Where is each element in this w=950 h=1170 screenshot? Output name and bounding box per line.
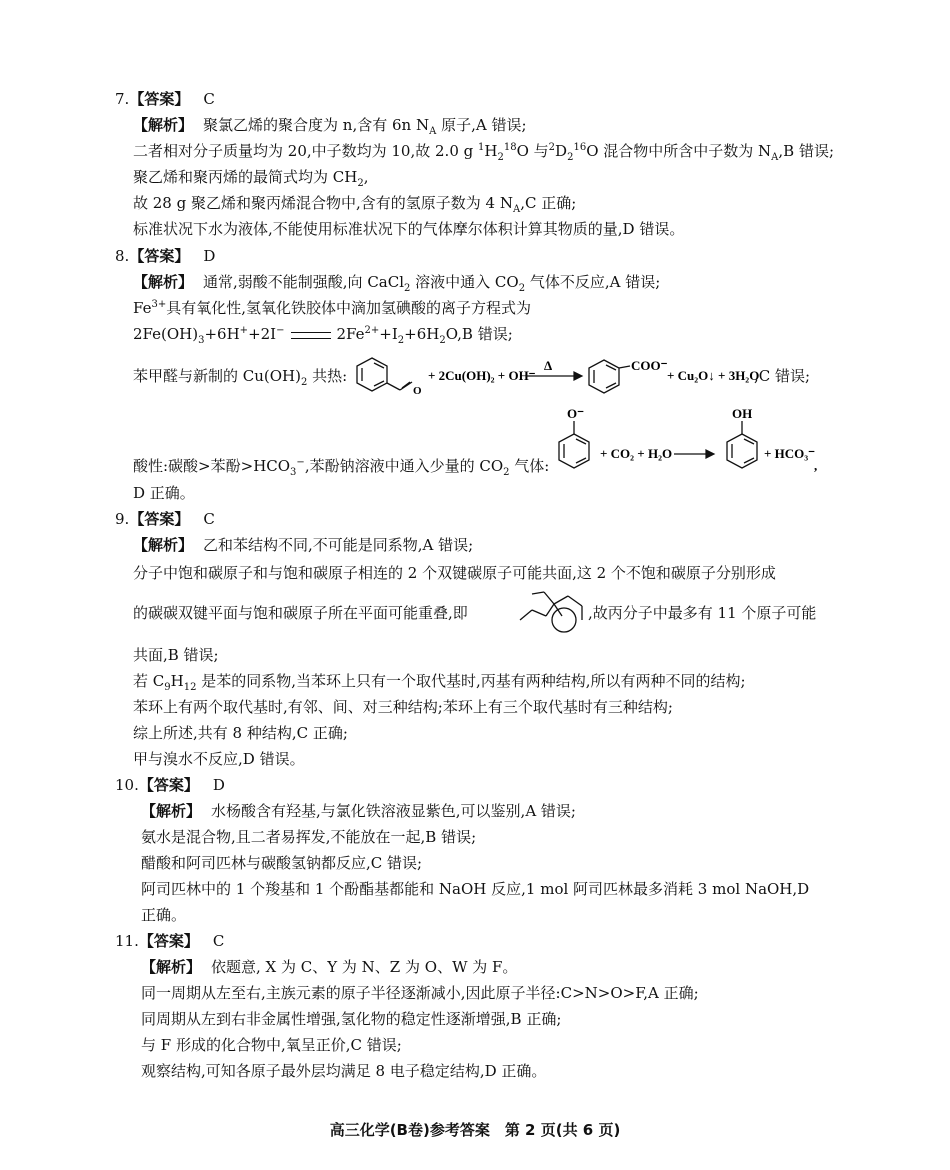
phenoxide-reagents: + CO₂ + H₂O <box>600 446 673 461</box>
q8-text-1: 通常,弱酸不能制强酸,向 CaCl <box>203 273 405 291</box>
q7-text-3-end: , <box>363 168 369 186</box>
q8-text-3b: +6H <box>204 325 240 343</box>
q8-analysis-line-5: 酸性:碳酸>苯酚$>HCO_3^-$,苯酚钠溶液中通入少量的 $CO_2$ 气体: <box>133 457 550 478</box>
q8-text-2: 具有氧化性,氢氧化铁胶体中滴加氢碘酸的离子方程式为 <box>166 299 531 317</box>
q8-header <box>115 246 215 266</box>
q7-analysis-line-3: 聚乙烯和聚丙烯的最简式均为 $CH_2$, <box>133 168 369 189</box>
q7-text-2f: ,B 错误; <box>778 142 835 160</box>
benzaldehyde-structure <box>357 358 412 391</box>
q10-analysis-line-4: 阿司匹林中的 1 个羧基和 1 个酚酯基都能和 NaOH 反应,1 mol 阿司匹林最多消耗 3 mol NaOH,D <box>141 880 810 898</box>
q10-text-1: 水杨酸含有羟基,与氯化铁溶液显紫色,可以鉴别,A 错误; <box>211 802 576 820</box>
q9-text-5b: H <box>170 672 184 690</box>
q11-analysis-tag: 【解析】 <box>141 958 202 976</box>
phenoxide-reaction-scheme <box>556 404 826 482</box>
q10-number: 10. <box>115 776 139 794</box>
q10-analysis-line-1 <box>141 801 576 821</box>
q8-text-3g: O,B 错误; <box>445 325 513 343</box>
q10-header <box>115 775 225 795</box>
q7-answer-tag: 【答案】 <box>129 90 190 108</box>
q10-answer: D <box>212 776 225 794</box>
q8-text-3e: +I <box>379 325 398 343</box>
q11-answer-tag: 【答案】 <box>138 932 199 950</box>
q7-analysis-line-4: 故 28 g 聚乙烯和聚丙烯混合物中,含有的氢原子数为 4 $N_A,C$ 正确; <box>133 194 577 215</box>
q7-text-2a: 二者相对分子质量均为 20,中子数均为 10,故 2.0 g <box>133 142 479 160</box>
q8-text-3a: 2Fe(OH) <box>133 325 199 343</box>
q8-number: 8. <box>115 247 130 265</box>
q8-answer-tag: 【答案】 <box>129 247 190 265</box>
q9-answer: C <box>203 510 215 528</box>
phenol-products: + HCO₃⁻ <box>764 446 816 461</box>
q9-analysis-line-3b: ,故丙分子中最多有 11 个原子可能 <box>588 604 817 622</box>
q11-analysis-line-1 <box>141 957 517 977</box>
q7-text-4: 故 28 g 聚乙烯和聚丙烯混合物中,含有的氢原子数为 4 N <box>133 194 513 212</box>
q7-text-2e: O 混合物中所含中子数为 N <box>586 142 772 160</box>
q9-header <box>115 509 215 529</box>
q11-analysis-line-3: 同周期从左到右非金属性增强,氢化物的稳定性逐渐增强,B 正确; <box>141 1010 562 1028</box>
q10-analysis-tag: 【解析】 <box>141 802 202 820</box>
q10-answer-tag: 【答案】 <box>138 776 199 794</box>
q9-analysis-line-5: 若 $C_9H_{12}$ 是苯的同系物,当苯环上只有一个取代基时,丙基有两种结构,所以有两种不同的结构; <box>133 672 746 693</box>
q11-analysis-line-4: 与 F 形成的化合物中,氧呈正价,C 错误; <box>141 1036 402 1054</box>
q11-analysis-line-2: 同一周期从左至右,主族元素的原子半径逐渐减小,因此原子半径:C>N>O>F,A 正确; <box>141 984 699 1002</box>
benzaldehyde-products: + Cu₂O↓ + 3H₂O <box>667 368 760 383</box>
q9-analysis-line-2: 分子中饱和碳原子和与饱和碳原子相连的 2 个双键碳原子可能共面,这 2 个不饱和碳原子分别形成 <box>133 564 776 582</box>
page-footer: 高三化学(B卷)参考答案 第 2 页(共 6 页) <box>329 1121 621 1139</box>
heat-symbol: Δ <box>544 358 553 373</box>
q8-text-3c: +2I <box>248 325 277 343</box>
q7-text-4-end: ,C 正确; <box>520 194 577 212</box>
reaction-arrow-2 <box>674 450 714 458</box>
q9-text-5a: 若 C <box>133 672 165 690</box>
q8-analysis-line-6: D 正确。 <box>133 484 195 502</box>
q8-text-1c: 气体不反应,A 错误; <box>525 273 661 291</box>
benzoate-structure <box>589 360 630 393</box>
q8-text-1b: 溶液中通入 CO <box>410 273 519 291</box>
benzaldehyde-reagents: + 2Cu(OH)₂ + OH⁻ <box>428 368 536 383</box>
q9-analysis-line-1 <box>133 535 473 555</box>
q7-sub-1: A <box>429 126 437 137</box>
q8-analysis-tag: 【解析】 <box>133 273 194 291</box>
q7-answer: C <box>203 90 215 108</box>
q7-text-5: 标准状况下水为液体,不能使用标准状况下的气体摩尔体积计算其物质的量,D 错误。 <box>133 220 685 238</box>
q7-text-1-end: 原子,A 错误; <box>436 116 527 134</box>
q7-analysis-tag: 【解析】 <box>133 116 194 134</box>
q8-text-5c: 气体: <box>509 457 550 475</box>
phenol-end: , <box>814 458 818 473</box>
q7-text-3: 聚乙烯和聚丙烯的最简式均为 CH <box>133 168 358 186</box>
phenoxide-structure <box>559 421 589 468</box>
q11-number: 11. <box>115 932 139 950</box>
q8-analysis-line-2: $Fe^{3+}$具有氧化性,氢氧化铁胶体中滴加氢碘酸的离子方程式为 <box>133 299 531 317</box>
q7-analysis-line-5 <box>133 219 684 239</box>
q11-header <box>115 931 224 951</box>
q8-text-3f: +6H <box>404 325 440 343</box>
q7-text-2c: O 与 <box>516 142 549 160</box>
q8-text-5a: 酸性:碳酸>苯酚>HCO <box>133 457 291 475</box>
q7-analysis-line-1 <box>133 115 527 135</box>
svg-text:O: O <box>413 385 422 397</box>
phenoxide-o-label: O⁻ <box>567 406 584 421</box>
phenol-oh-label: OH <box>732 406 753 421</box>
q11-answer: C <box>212 932 225 950</box>
q7-text-2b: H <box>484 142 498 160</box>
q9-analysis-line-3a: 的碳碳双键平面与饱和碳原子所在平面可能重叠,即 <box>133 604 468 622</box>
q10-analysis-line-5: 正确。 <box>141 906 187 924</box>
diallyl-cyclohexene-structure <box>516 586 588 638</box>
q7-header <box>115 89 215 109</box>
q9-analysis-line-7: 综上所述,共有 8 种结构,C 正确; <box>133 724 348 742</box>
benzaldehyde-reaction-scheme <box>352 352 822 402</box>
q9-analysis-line-8: 甲与溴水不反应,D 错误。 <box>133 750 305 768</box>
q7-text-2d: D <box>555 142 568 160</box>
phenol-structure <box>727 421 757 468</box>
q9-analysis-tag: 【解析】 <box>133 536 194 554</box>
q8-text-3d: 2Fe <box>336 325 365 343</box>
q8-text-4a: 苯甲醛与新制的 Cu(OH) <box>133 367 301 385</box>
q7-text-1: 聚氯乙烯的聚合度为 n,含有 6n N <box>203 116 430 134</box>
q7-number: 7. <box>115 90 130 108</box>
q8-text-4b: 共热: <box>307 367 348 385</box>
carboxylate-label: COO⁻ <box>631 358 668 373</box>
q9-analysis-line-4: 共面,B 错误; <box>133 646 219 664</box>
q7-analysis-line-2: 二者相对分子质量均为 20,中子数均为 10,故 2.0 g $^1H_2^{18}O$ 与$^2D_2^{16}O$ 混合物中所含中子数为 $N_A,B$ 错误; <box>133 142 835 163</box>
q8-answer: D <box>203 247 216 265</box>
q8-analysis-line-3: $2Fe(OH)_3+6H^++2I^-$ $2Fe^{2+}+I_2+6H_2O,B$ 错误; <box>133 325 513 346</box>
q9-answer-tag: 【答案】 <box>129 510 190 528</box>
q9-number: 9. <box>115 510 130 528</box>
q9-analysis-line-6: 苯环上有两个取代基时,有邻、间、对三种结构;苯环上有三个取代基时有三种结构; <box>133 698 673 716</box>
q9-text-1: 乙和苯结构不同,不可能是同系物,A 错误; <box>203 536 474 554</box>
q8-analysis-line-4: 苯甲醛与新制的 $Cu(OH)_2$ 共热: <box>133 367 348 388</box>
q11-analysis-line-5: 观察结构,可知各原子最外层均满足 8 电子稳定结构,D 正确。 <box>141 1062 547 1080</box>
q8-analysis-line-1: 【解析】 通常,弱酸不能制强酸,向 CaCl$_2$ 溶液中通入 $CO_2$ 气体不反应,A 错误; <box>133 273 661 294</box>
q11-text-1: 依题意, X 为 C、Y 为 N、Z 为 O、W 为 F。 <box>211 958 518 976</box>
q10-analysis-line-3: 醋酸和阿司匹林与碳酸氢钠都反应,C 错误; <box>141 854 423 872</box>
q10-analysis-line-2: 氨水是混合物,且二者易挥发,不能放在一起,B 错误; <box>141 828 477 846</box>
q8-text-5b: ,苯酚钠溶液中通入少量的 CO <box>304 457 504 475</box>
equals-sign <box>291 332 331 339</box>
q9-text-5c: 是苯的同系物,当苯环上只有一个取代基时,丙基有两种结构,所以有两种不同的结构; <box>196 672 746 690</box>
q8-text-4-end: ,C 错误; <box>754 367 811 385</box>
